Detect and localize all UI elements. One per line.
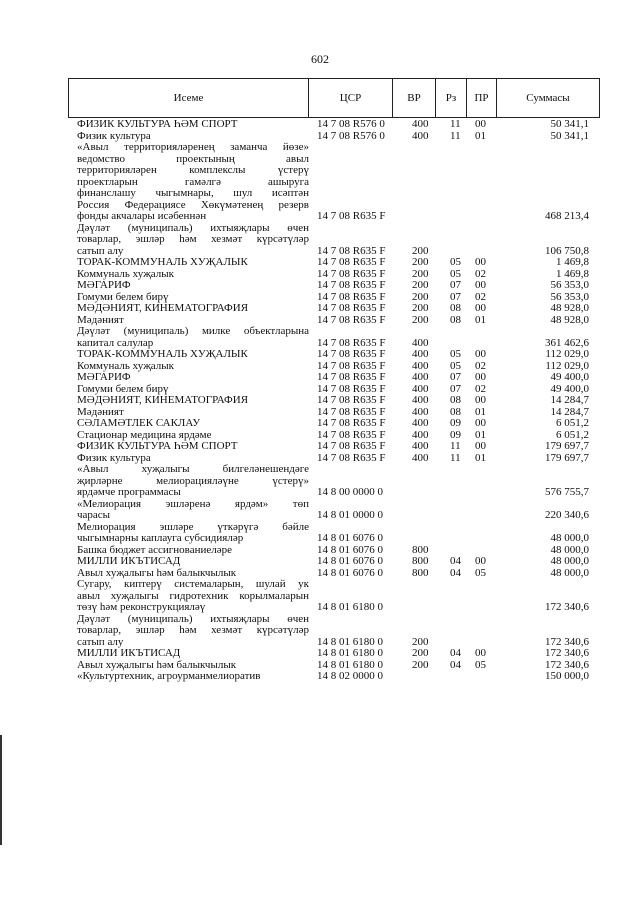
row-pr: 01 [475,428,486,441]
row-name-line: җирләрне мелиорацияләүне үстерү» [77,475,309,487]
row-pr: 01 [475,451,486,464]
row-rz: 07 [450,290,461,303]
table-row [0,280,640,292]
row-name-line: ТОРАК-КОММУНАЛЬ ХУҖАЛЫК [77,349,248,360]
row-pr: 00 [475,279,486,291]
row-rz: 05 [450,348,461,360]
row-name-line: Сугару, киптерү системаларын, шулай ук [77,579,309,590]
row-name-line: «Авыл хуҗалыгы билгеләнешендәге [77,464,309,475]
row-sum: 48 000,0 [550,532,589,544]
row-sum: 6 051,2 [556,428,589,441]
row-vr: 200 [412,279,429,291]
table-row [0,614,640,649]
row-name-line: МӘДӘНИЯТ, КИНЕМАТОГРАФИЯ [77,395,249,406]
row-name [77,614,309,649]
row-pr: 05 [475,658,486,671]
row-sum: 576 755,7 [545,486,589,498]
row-vr: 400 [412,394,429,406]
row-sum: 468 213,4 [545,210,589,222]
row-rz: 11 [450,451,461,464]
row-name-line: Башка бюджет ассигнованиеләре [77,544,232,556]
row-csr: 14 7 08 R635 F [317,451,386,464]
row-sum: 1 469,8 [556,267,589,280]
row-sum: 48 000,0 [550,543,589,556]
row-name-line: товарлар, эшләр һәм хезмәт күрсәтүләр [77,625,309,636]
row-vr: 200 [412,658,429,671]
row-csr: 14 7 08 R635 F [317,428,386,441]
row-pr: 00 [475,302,486,314]
row-pr: 01 [475,129,486,142]
row-name-line: Коммуналь хуҗалык [77,360,175,372]
row-name-line: «Культуртехник, агроурманмелиоратив [77,671,261,682]
row-name-line: Мәдәният [77,406,124,418]
table-row [0,464,640,499]
row-name [77,142,309,223]
row-name [77,430,309,442]
table-row [0,522,640,545]
row-csr: 14 7 08 R635 F [317,405,386,418]
row-name [77,660,309,672]
row-name [77,648,309,660]
row-rz: 09 [450,417,461,429]
row-name-line: Дәүләт (муниципаль) милке объектларына [77,326,309,337]
table-row [0,223,640,258]
row-rz: 07 [450,382,461,395]
row-name-line: «Мелиорация эшләренә ярдәм» төп [77,498,309,510]
row-pr: 00 [475,256,486,268]
row-csr: 14 7 08 R635 F [317,417,386,429]
table-row [0,315,640,327]
table-row [0,349,640,361]
table-row [0,326,640,349]
row-name [77,131,309,143]
row-name [77,292,309,304]
row-name-line: Физик культура [77,452,151,464]
row-pr: 01 [475,405,486,418]
row-csr: 14 7 08 R635 F [317,302,386,314]
row-sum: 112 029,0 [545,359,589,372]
row-rz: 08 [450,302,461,314]
row-vr: 400 [412,428,429,441]
scan-margin-line [0,735,2,845]
row-sum: 48 000,0 [550,555,589,567]
table-body [0,119,640,683]
row-name [77,395,309,407]
row-rz: 11 [450,440,461,452]
row-csr: 14 7 08 R635 F [317,244,386,257]
row-name [77,453,309,465]
row-name-line: ярдәмче программасы [77,487,181,498]
row-name-line: МИЛЛИ ИКЪТИСАД [77,648,181,659]
row-csr: 14 7 08 R635 F [317,371,386,383]
row-csr: 14 7 08 R635 F [317,359,386,372]
row-name [77,361,309,373]
row-name-line: СӘЛАМӘТЛЕК САКЛАУ [77,418,201,429]
table-row [0,671,640,683]
row-csr: 14 7 08 R635 F [317,279,386,291]
row-csr: 14 7 08 R635 F [317,313,386,326]
table-header [68,78,600,118]
row-name [77,579,309,614]
row-sum: 56 353,0 [550,279,589,291]
row-sum: 179 697,7 [545,440,589,452]
page-number: 602 [311,52,329,66]
row-csr: 14 8 01 6180 0 [317,658,383,671]
row-vr: 400 [412,118,429,130]
row-rz: 04 [450,555,461,567]
row-name-line: ТОРАК-КОММУНАЛЬ ХУҖАЛЫК [77,257,248,268]
row-rz: 11 [450,129,461,142]
table-row [0,648,640,660]
row-sum: 14 284,7 [550,394,589,406]
row-sum: 48 928,0 [550,302,589,314]
row-rz: 05 [450,359,461,372]
row-vr: 200 [412,267,429,280]
row-pr: 00 [475,417,486,429]
row-vr: 800 [412,566,429,579]
row-rz: 08 [450,313,461,326]
row-name-line: Стационар медицина ярдәме [77,429,212,441]
row-csr: 14 7 08 R635 F [317,290,386,303]
row-csr: 14 7 08 R635 F [317,382,386,395]
row-name-line: Россия Федерациясе Хөкүмәтенең резерв [77,199,309,211]
row-vr: 400 [412,129,429,142]
row-sum: 172 340,6 [545,658,589,671]
row-name [77,349,309,361]
table-row [0,395,640,407]
table-row [0,119,640,131]
table-row [0,441,640,453]
row-vr: 400 [412,359,429,372]
row-rz: 04 [450,566,461,579]
table-row [0,142,640,223]
row-vr: 200 [412,302,429,314]
row-name-line: Мелиорация эшләре үткәрүгә бәйле [77,521,309,533]
row-pr: 00 [475,440,486,452]
row-name [77,372,309,384]
header-vr: ВР [392,79,435,117]
row-pr: 00 [475,394,486,406]
row-csr: 14 7 08 R635 F [317,440,386,452]
row-name-line: ФИЗИК КУЛЬТУРА ҺӘМ СПОРТ [77,441,238,452]
row-name-line: проектларын гамәлгә ашыруга [77,176,309,188]
header-pr: ПР [466,79,496,117]
row-name [77,671,309,683]
row-name-line: чыгымнарны каплауга субсидияләр [77,533,244,544]
row-name [77,303,309,315]
row-sum: 48 928,0 [550,313,589,326]
header-csr: ЦСР [308,79,392,117]
row-sum: 6 051,2 [556,417,589,429]
row-csr: 14 7 08 R635 F [317,256,386,268]
row-name [77,280,309,292]
row-rz: 08 [450,405,461,418]
row-name [77,326,309,349]
row-sum: 49 400,0 [550,371,589,383]
row-name [77,315,309,327]
row-name [77,223,309,258]
table-row [0,418,640,430]
row-name-line: Дәүләт (муниципаль) ихтыяҗлары өчен [77,613,309,625]
row-vr: 200 [412,635,429,648]
row-name-line: Мәдәният [77,314,124,326]
row-name [77,522,309,545]
row-pr: 00 [475,118,486,130]
row-pr: 02 [475,382,486,395]
row-name [77,545,309,557]
header-rz: Рз [435,79,466,117]
row-csr: 14 7 08 R576 0 [317,118,385,130]
row-sum: 50 341,1 [550,118,589,130]
row-csr: 14 7 08 R635 F [317,210,386,222]
row-name-line: авыл хуҗалыгы гидротехник корылмаларын [77,590,309,602]
row-csr: 14 8 01 6076 0 [317,566,383,579]
row-name [77,119,309,131]
row-rz: 07 [450,371,461,383]
row-sum: 56 353,0 [550,290,589,303]
row-sum: 179 697,7 [545,451,589,464]
row-csr: 14 8 01 6076 0 [317,555,383,567]
row-rz: 04 [450,647,461,659]
row-name [77,499,309,522]
row-vr: 400 [412,417,429,429]
row-name-line: чарасы [77,510,111,521]
row-sum: 49 400,0 [550,382,589,395]
row-rz: 05 [450,267,461,280]
row-rz: 05 [450,256,461,268]
table-row [0,556,640,568]
row-pr: 00 [475,647,486,659]
row-sum: 361 462,6 [545,336,589,349]
row-name [77,441,309,453]
row-sum: 172 340,6 [545,601,589,613]
row-sum: 14 284,7 [550,405,589,418]
row-csr: 14 7 08 R635 F [317,267,386,280]
row-name [77,418,309,430]
row-pr: 02 [475,267,486,280]
row-name-line: МИЛЛИ ИКЪТИСАД [77,556,181,567]
row-csr: 14 8 01 6076 0 [317,543,383,556]
table-row [0,372,640,384]
row-rz: 04 [450,658,461,671]
row-name [77,568,309,580]
row-name-line: Авыл хуҗалыгы һәм балыкчылык [77,567,237,579]
row-vr: 400 [412,382,429,395]
row-name-line: территорияләрен комплекслы үстерү [77,165,309,176]
row-sum: 150 000,0 [545,670,589,682]
row-name-line: финанслашу чыгымнары, шул исәптән [77,188,309,199]
row-name [77,464,309,499]
row-name [77,269,309,281]
row-sum: 172 340,6 [545,647,589,659]
row-csr: 14 7 08 R635 F [317,394,386,406]
row-csr: 14 8 01 6180 0 [317,601,383,613]
row-vr: 200 [412,313,429,326]
table-row [0,579,640,614]
row-sum: 1 469,8 [556,256,589,268]
row-name [77,407,309,419]
table-row [0,453,640,465]
table-row [0,499,640,522]
row-name [77,384,309,396]
row-vr: 200 [412,647,429,659]
row-name-line: төзү һәм реконструкцияләү [77,602,206,613]
row-name-line: МӘГАРИФ [77,372,131,383]
row-name-line: Гомуми белем бирү [77,291,169,303]
row-sum: 220 340,6 [545,509,589,521]
row-pr: 00 [475,555,486,567]
row-csr: 14 8 01 6180 0 [317,647,383,659]
row-name [77,257,309,269]
row-name-line: Физик культура [77,130,151,142]
row-name-line: Дәүләт (муниципаль) ихтыяҗлары өчен [77,222,309,234]
row-name-line: фонды акчалары исәбеннән [77,211,207,222]
row-name-line: «Авыл территорияләренең заманча йөзе» [77,142,309,153]
row-sum: 106 750,8 [545,244,589,257]
row-name-line: сатып алу [77,245,124,257]
row-sum: 50 341,1 [550,129,589,142]
row-csr: 14 8 01 6076 0 [317,532,383,544]
table-row [0,257,640,269]
row-rz: 11 [450,118,461,130]
header-name: Исеме [173,92,204,104]
row-name-line: Авыл хуҗалыгы һәм балыкчылык [77,659,237,671]
row-csr: 14 8 02 0000 0 [317,670,383,682]
row-csr: 14 7 08 R635 F [317,348,386,360]
row-pr: 05 [475,566,486,579]
row-pr: 00 [475,348,486,360]
row-name-line: товарлар, эшләр һәм хезмәт күрсәтүләр [77,234,309,245]
row-vr: 200 [412,290,429,303]
row-csr: 14 8 00 0000 0 [317,486,383,498]
row-name-line: ФИЗИК КУЛЬТУРА ҺӘМ СПОРТ [77,119,238,130]
row-name-line: капитал салулар [77,337,154,349]
row-vr: 400 [412,440,429,452]
row-name-line: Коммуналь хуҗалык [77,268,175,280]
row-rz: 07 [450,279,461,291]
row-vr: 200 [412,256,429,268]
row-csr: 14 7 08 R576 0 [317,129,385,142]
row-vr: 400 [412,371,429,383]
row-name-line: МӘГАРИФ [77,280,131,291]
header-sum: Суммасы [496,79,599,117]
row-vr: 400 [412,348,429,360]
row-vr: 400 [412,405,429,418]
row-vr: 200 [412,244,429,257]
row-vr: 800 [412,543,429,556]
table-row [0,568,640,580]
row-name-line: ведомство проектының авыл [77,153,309,165]
row-rz: 08 [450,394,461,406]
row-csr: 14 7 08 R635 F [317,336,386,349]
row-pr: 00 [475,371,486,383]
row-name-line: МӘДӘНИЯТ, КИНЕМАТОГРАФИЯ [77,303,249,314]
row-name-line: сатып алу [77,636,124,648]
row-vr: 800 [412,555,429,567]
row-pr: 02 [475,359,486,372]
row-vr: 400 [412,336,429,349]
row-pr: 01 [475,313,486,326]
row-sum: 172 340,6 [545,635,589,648]
row-vr: 400 [412,451,429,464]
row-sum: 112 029,0 [545,348,589,360]
row-csr: 14 8 01 0000 0 [317,509,383,521]
row-pr: 02 [475,290,486,303]
row-csr: 14 8 01 6180 0 [317,635,383,648]
table-row [0,131,640,143]
table-row [0,303,640,315]
row-sum: 48 000,0 [550,566,589,579]
row-name-line: Гомуми белем бирү [77,383,169,395]
row-name [77,556,309,568]
row-rz: 09 [450,428,461,441]
